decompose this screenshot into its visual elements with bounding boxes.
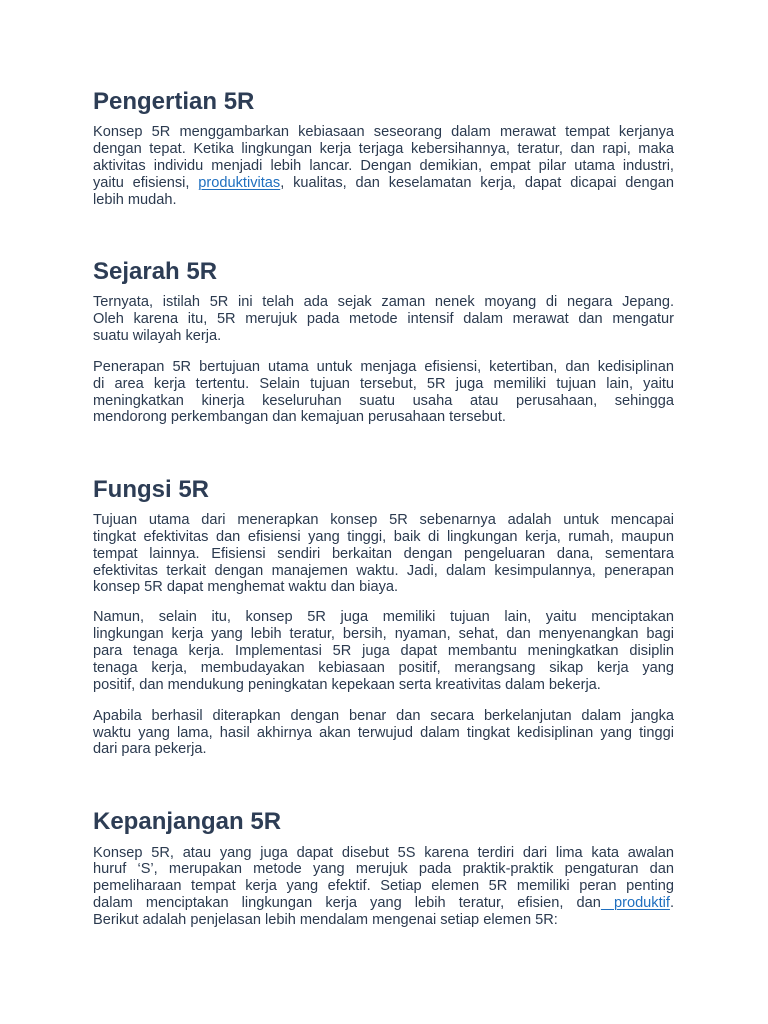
paragraph-line: Oleh karena itu, 5R merujuk pada metode intensif dalam merawat dan mengatur bbox=[93, 311, 674, 327]
paragraph-line: lebih mudah. bbox=[93, 192, 177, 208]
paragraph-line: Konsep 5R menggambarkan kebiasaan seseorang dalam merawat tempat kerjanya bbox=[93, 124, 674, 140]
paragraph-line: Penerapan 5R bertujuan utama untuk menjaga efisiensi, ketertiban, dan kedisiplinan bbox=[93, 359, 674, 375]
line-text-after: , kualitas, dan keselamatan kerja, dapat dicapai dengan bbox=[280, 175, 674, 191]
paragraph-line: Apabila berhasil diterapkan dengan benar dan secara berkelanjutan dalam jangka bbox=[93, 708, 674, 724]
paragraph-line-with-link bbox=[93, 895, 674, 912]
paragraph-line-with-link bbox=[93, 175, 674, 192]
paragraph-line: Konsep 5R, atau yang juga dapat disebut 5S karena terdiri dari lima kata awalan bbox=[93, 845, 674, 861]
section-heading-pengertian: Pengertian 5R bbox=[93, 88, 255, 115]
paragraph-line: Tujuan utama dari menerapkan konsep 5R sebenarnya adalah untuk mencapai bbox=[93, 512, 674, 528]
paragraph-line: Ternyata, istilah 5R ini telah ada sejak zaman nenek moyang di negara Jepang. bbox=[93, 294, 674, 310]
paragraph-line: tenaga kerja, membudayakan kebiasaan positif, merangsang sikap kerja yang bbox=[93, 660, 674, 676]
section-heading-kepanjangan: Kepanjangan 5R bbox=[93, 808, 282, 835]
paragraph-line: Berikut adalah penjelasan lebih mendalam mengenai setiap elemen 5R: bbox=[93, 912, 558, 928]
section-heading-sejarah: Sejarah 5R bbox=[93, 258, 218, 285]
paragraph-line: dari para pekerja. bbox=[93, 741, 207, 757]
paragraph-line: waktu yang lama, hasil akhirnya akan terwujud dalam tingkat kedisiplinan yang tinggi bbox=[93, 725, 674, 741]
section-heading-fungsi: Fungsi 5R bbox=[93, 476, 210, 503]
produktif-link[interactable]: produktif bbox=[600, 895, 670, 911]
paragraph-line: meningkatkan kinerja keseluruhan suatu usaha atau perusahaan, sehingga bbox=[93, 393, 674, 409]
paragraph-line: pemeliharaan tempat kerja yang efektif. Setiap elemen 5R memiliki peran penting bbox=[93, 878, 674, 894]
paragraph-line: Namun, selain itu, konsep 5R juga memiliki tujuan lain, yaitu menciptakan bbox=[93, 609, 674, 625]
paragraph-line: mendorong perkembangan dan kemajuan perusahaan tersebut. bbox=[93, 409, 506, 425]
line-text-after: . bbox=[669, 895, 675, 911]
paragraph-line: dengan tepat. Ketika lingkungan kerja terjaga kebersihannya, teratur, dan rapi, maka bbox=[93, 141, 674, 157]
paragraph-line: para tenaga kerja. Implementasi 5R juga dapat membantu meningkatkan disiplin bbox=[93, 643, 674, 659]
paragraph-line: tingkat efektivitas dan efisiensi yang tinggi, baik di lingkungan kerja, rumah, maupun bbox=[93, 529, 674, 545]
paragraph-line: positif, dan mendukung peningkatan kepekaan serta kreativitas dalam bekerja. bbox=[93, 677, 601, 693]
paragraph-line: konsep 5R dapat menghemat waktu dan biaya. bbox=[93, 579, 399, 595]
line-text-before: yaitu efisiensi, bbox=[93, 175, 199, 191]
paragraph-line: suatu wilayah kerja. bbox=[93, 328, 222, 344]
paragraph-line: di area kerja tertentu. Selain tujuan tersebut, 5R juga memiliki tujuan lain, yaitu bbox=[93, 376, 674, 392]
paragraph-line: efektivitas terkait dengan manajemen waktu. Jadi, dalam kesimpulannya, penerapan bbox=[93, 563, 674, 579]
paragraph-line: huruf ‘S’, merupakan metode yang merujuk pada praktik-praktik pengaturan dan bbox=[93, 861, 674, 877]
paragraph-line: lingkungan kerja yang lebih teratur, bersih, nyaman, sehat, dan menyenangkan bagi bbox=[93, 626, 674, 642]
paragraph-line: aktivitas individu menjadi lebih lancar. Dengan demikian, empat pilar utama industri, bbox=[93, 158, 674, 174]
paragraph-line: tempat lainnya. Efisiensi sendiri berkaitan dengan pengeluaran dana, sementara bbox=[93, 546, 674, 562]
produktivitas-link[interactable]: produktivitas bbox=[198, 175, 281, 191]
line-text-before: dalam menciptakan lingkungan kerja yang lebih teratur, efisien, dan bbox=[93, 895, 601, 911]
